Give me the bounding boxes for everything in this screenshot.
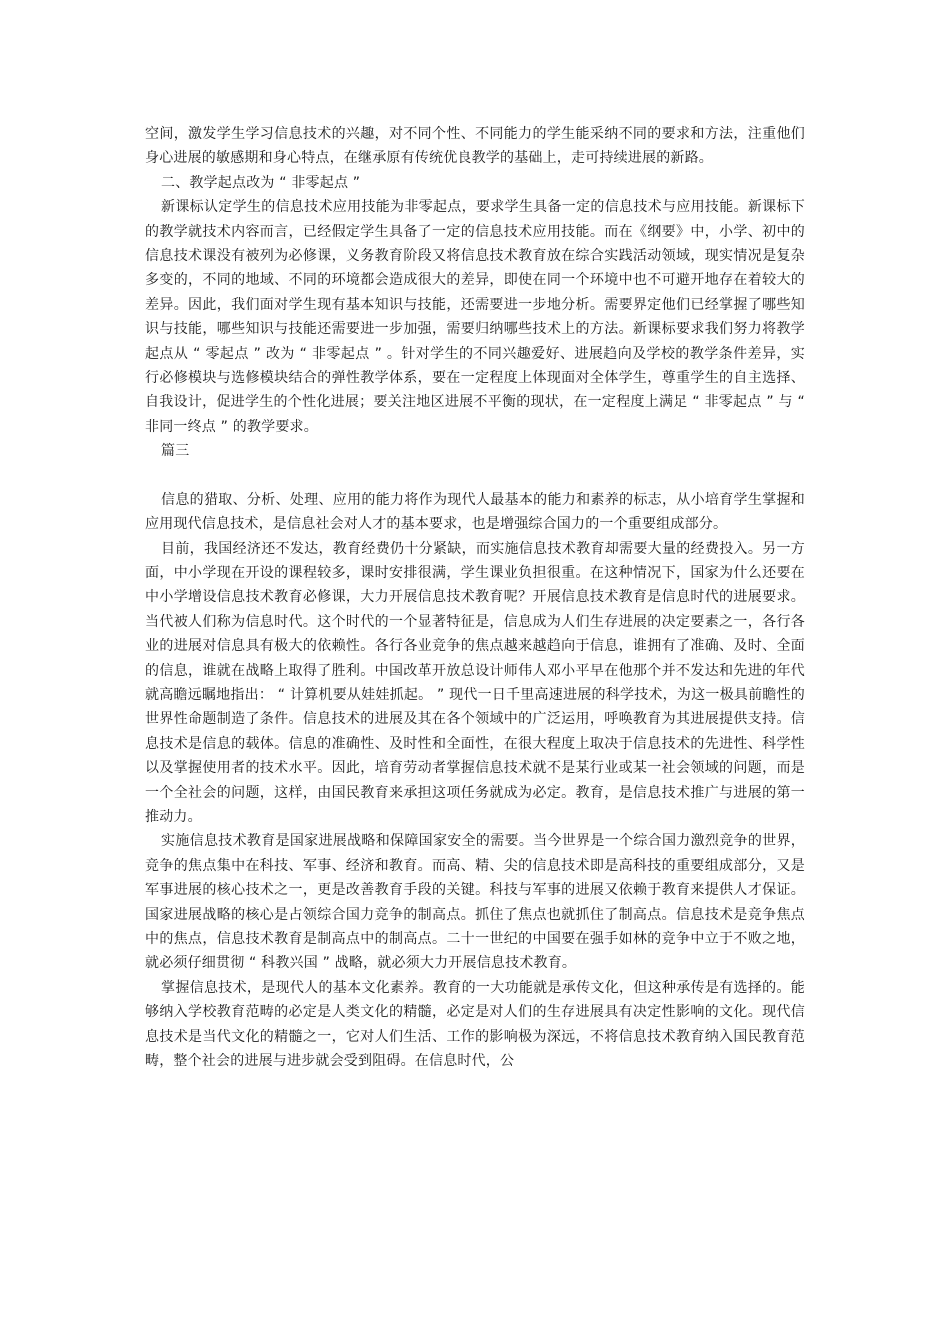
paragraph-cultural-literacy: 掌握信息技术，是现代人的基本文化素养。教育的一大功能就是承传文化，但这种承传是有选择的。能够纳入学校教育范畴的必定是人类文化的精髓，必定是对人们的生存进展具有决定性影响的文化。现代信息技术是当代文化的精髓之一，它对人们生活、工作的影响极为深远，不将信息技术教育纳入国民教育范畴，整个社会的进展与进步就会受到阻碍。在信息时代，公 — [145, 979, 805, 1070]
paragraph-new-curriculum: 新课标认定学生的信息技术应用技能为非零起点，要求学生具备一定的信息技术与应用技能。新课标下的教学就技术内容而言，已经假定学生具备了一定的信息技术应用技能。而在《纲要》中，小学、初中的信息技术课没有被列为必修课，义务教育阶段又将信息技术教育放在综合实践活动领域，现实情况是复杂多变的，不同的地域、不同的环境都会造成很大的差异，即使在同一个环境中也不可避开地存在着较大的差异。因此，我们面对学生现有基本知识与技能，还需要进一步地分析。需要界定他们已经掌握了哪些知识与技能，哪些知识与技能还需要进一步加强，需要归纳哪些技术上的方法。新课标要求我们努力将教学起点从 “ 零起点 ” 改为 “ 非零起点 ” 。针对学生的不同兴趣爱好、进展趋向及学校的教学条件差异，实行必修模块与选修模块结合的弹性教学体系，要在一定程度上体现面对全体学生，尊重学生的自主选择、自我设计，促进学生的个性化进展；要关注地区进展不平衡的现状，在一定程度上满足 “ 非零起点 ” 与 “ 非同一终点 ” 的教学要求。 — [145, 199, 805, 435]
paragraph-current-situation: 目前，我国经济还不发达，教育经费仍十分紧缺，而实施信息技术教育却需要大量的经费投入。另一方面，中小学现在开设的课程较多，课时安排很满，学生课业负担很重。在这种情况下，国家为什么还要在中小学增设信息技术教育必修课，大力开展信息技术教育呢？开展信息技术教育是信息时代的进展要求。当代被人们称为信息时代。这个时代的一个显著特征是，信息成为人们生存进展的决定要素之一，各行各业的进展对信息具有极大的依赖性。各行各业竞争的焦点越来越趋向于信息，谁拥有了准确、及时、全面的信息，谁就在战略上取得了胜利。中国改革开放总设计师伟人邓小平早在他那个并不发达和先进的年代就高瞻远瞩地指出： “ 计算机要从娃娃抓起。 ” 现代一日千里高速进展的科学技术，为这一极具前瞻性的世界性命题制造了条件。信息技术的进展及其在各个领域中的广泛运用，呼唤教育为其进展提供支持。信息技术是信息的载体。信息的准确性、及时性和全面性，在很大程度上取决于信息技术的先进性、科学性以及掌握使用者的技术水平。因此，培育劳动者掌握信息技术就不是某行业或某一社会领域的问题，而是一个全社会的问题，这样，由国民教育来承担这项任务就成为必定。教育，是信息技术推广与进展的第一推动力。 — [145, 540, 805, 825]
blank-line — [145, 464, 805, 488]
document-body — [145, 122, 805, 1073]
paragraph-national-strategy: 实施信息技术教育是国家进展战略和保障国家安全的需要。当今世界是一个综合国力激烈竞争的世界，竞争的焦点集中在科技、军事、经济和教育。而高、精、尖的信息技术即是高科技的重要组成部分，又是军事进展的核心技术之一，更是改善教育手段的关键。科技与军事的进展又依赖于教育来提供人才保证。国家进展战略的核心是占领综合国力竞争的制高点。抓住了焦点也就抓住了制高点。信息技术是竞争焦点中的焦点，信息技术教育是制高点中的制高点。二十一世纪的中国要在强手如林的竞争中立于不败之地，就必须仔细贯彻 “ 科教兴国 ” 战略，就必须大力开展信息技术教育。 — [145, 833, 805, 972]
paragraph-continuation: 空间，激发学生学习信息技术的兴趣，对不同个性、不同能力的学生能采纳不同的要求和方法，注重他们身心进展的敏感期和身心特点，在继承原有传统优良教学的基础上，走可持续进展的新路。 — [145, 126, 805, 167]
paragraph-information-ability: 信息的猎取、分析、处理、应用的能力将作为现代人最基本的能力和素养的标志，从小培育学生掌握和应用现代信息技术，是信息社会对人才的基本要求，也是增强综合国力的一个重要组成部分。 — [145, 491, 805, 533]
section-heading-part-three: 篇三 — [161, 443, 190, 460]
section-heading-non-zero-start: 二、教学起点改为 “ 非零起点 ” — [161, 174, 361, 191]
